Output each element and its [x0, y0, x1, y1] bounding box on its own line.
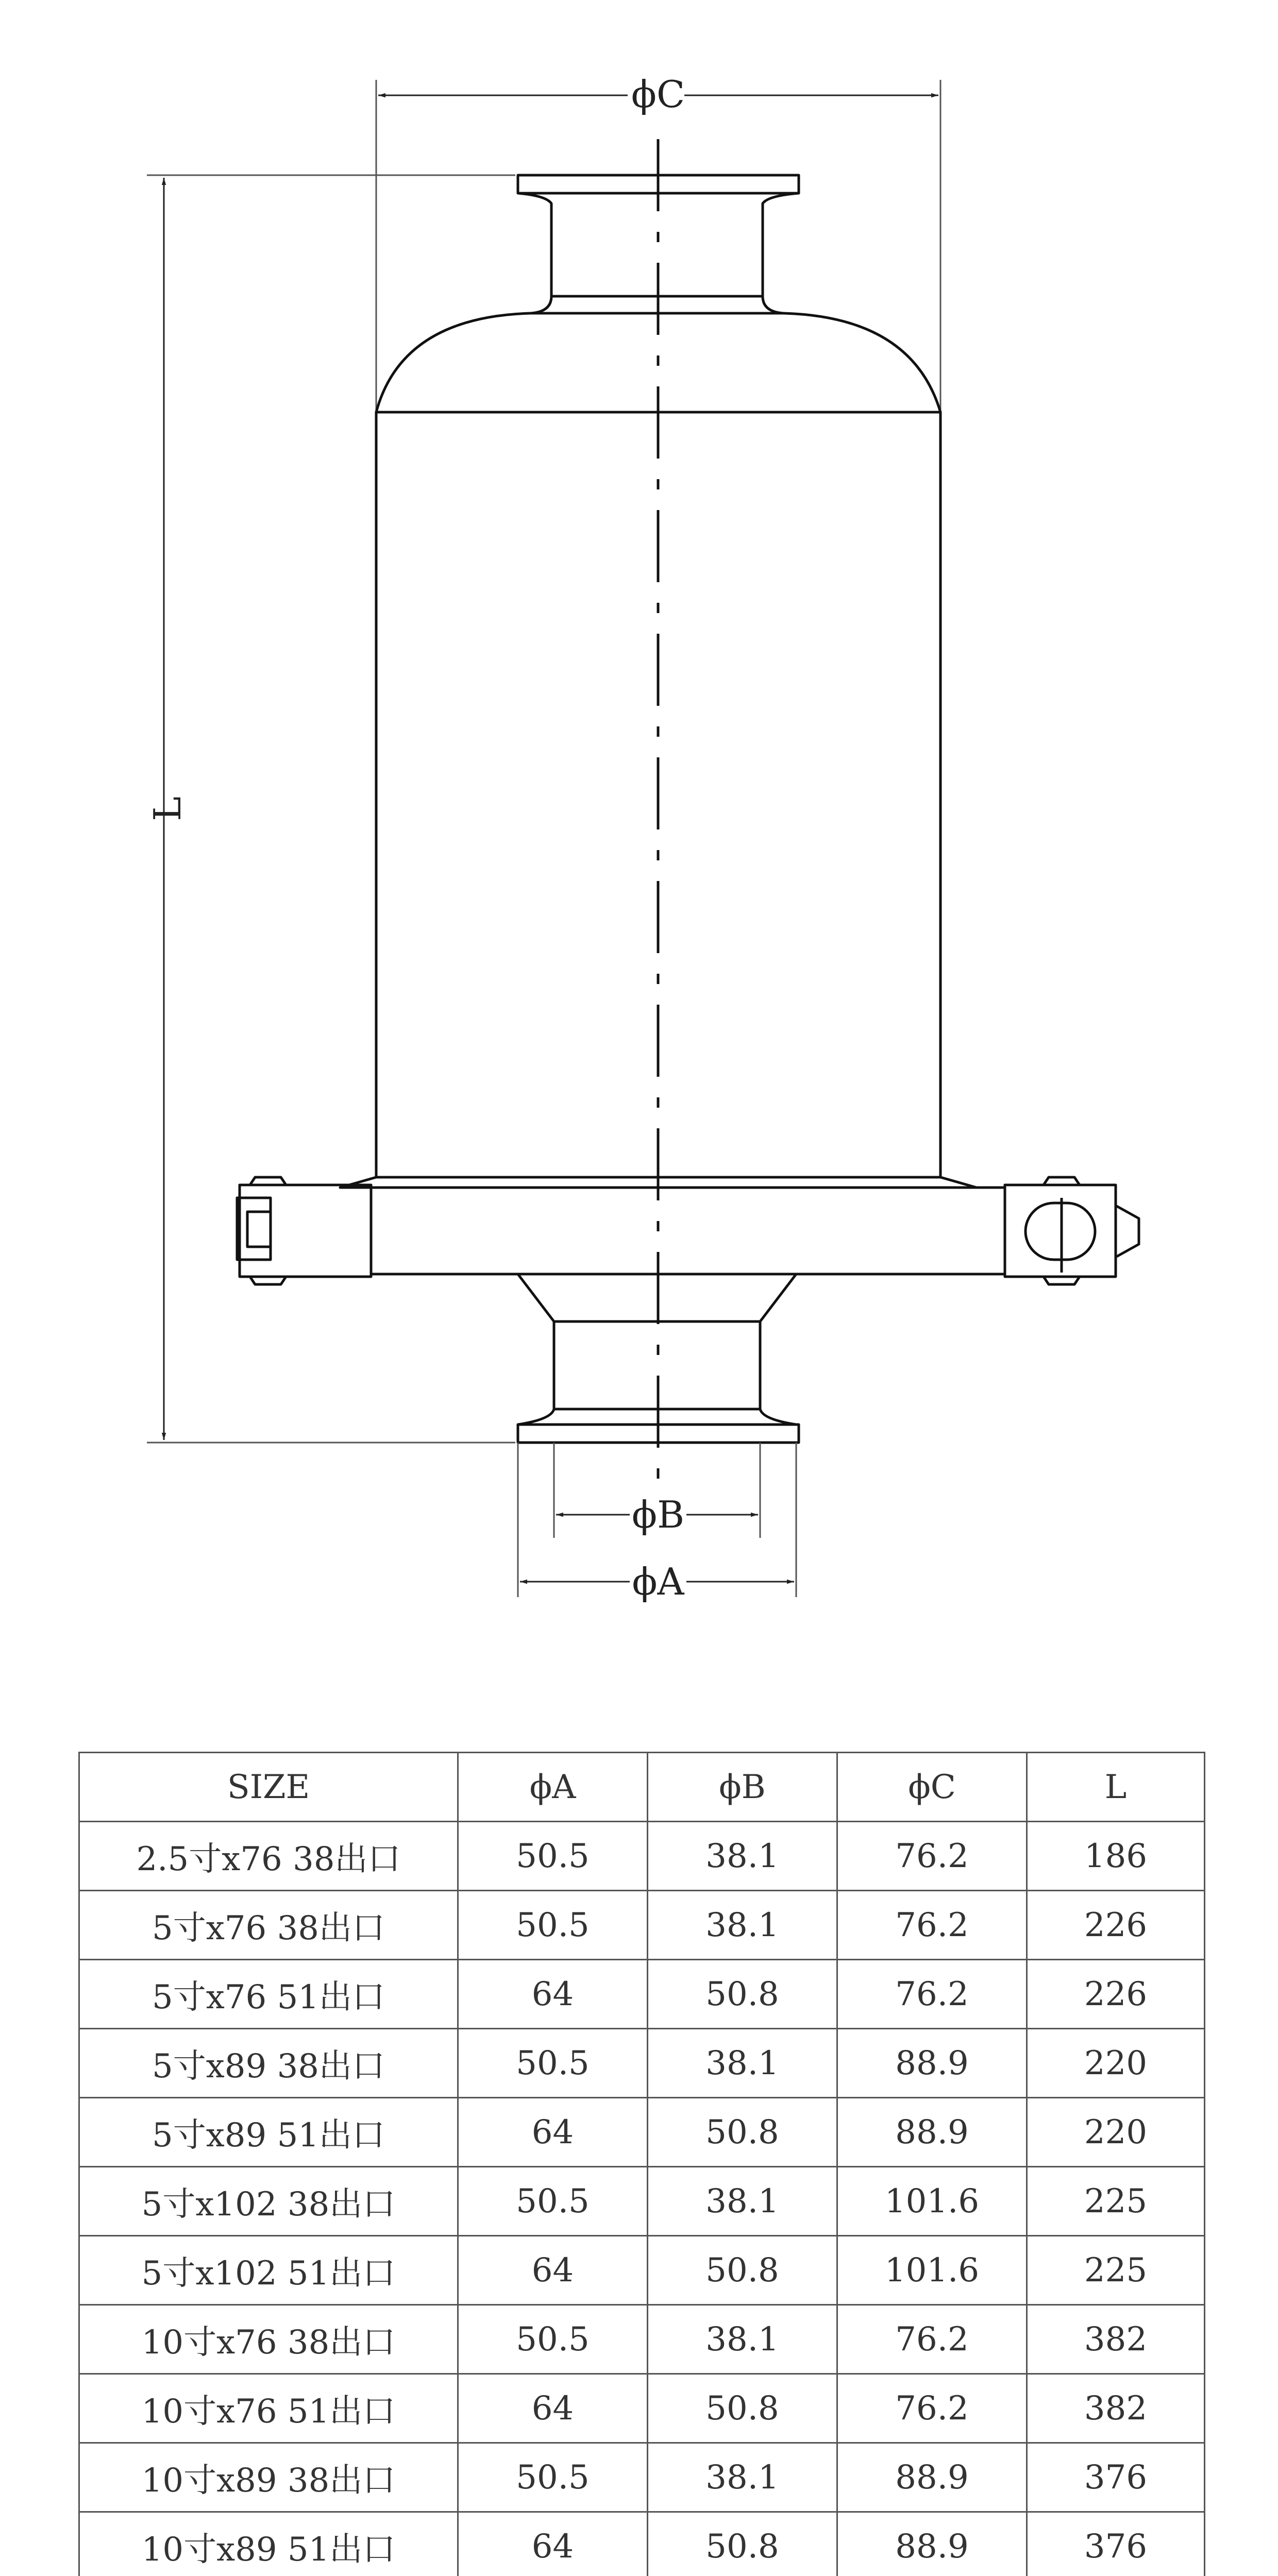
cell-size: 5寸x76 51出口	[79, 1960, 458, 2029]
cell-dim-b: 50.8	[648, 2374, 837, 2443]
cell-dim-a: 50.5	[458, 2029, 648, 2098]
cell-dim-a: 50.5	[458, 2443, 648, 2512]
cell-dim-a: 50.5	[458, 1822, 648, 1891]
cell-dim-c: 76.2	[837, 1960, 1027, 2029]
cell-dim-c: 76.2	[837, 2374, 1027, 2443]
table-row	[79, 2236, 1205, 2305]
cell-length: 226	[1027, 1891, 1205, 1960]
table-row	[79, 2098, 1205, 2167]
cell-dim-c: 88.9	[837, 2443, 1027, 2512]
table-row	[79, 2374, 1205, 2443]
cell-size: 5寸x89 51出口	[79, 2098, 458, 2167]
cell-dim-a: 64	[458, 2374, 648, 2443]
table-header-row	[79, 1753, 1205, 1822]
cell-dim-c: 88.9	[837, 2098, 1027, 2167]
cell-dim-a: 64	[458, 2512, 648, 2576]
table-row	[79, 2443, 1205, 2512]
specification-table	[78, 1752, 1205, 2576]
cell-dim-c: 76.2	[837, 1891, 1027, 1960]
cell-dim-b: 50.8	[648, 2236, 837, 2305]
cell-dim-a: 50.5	[458, 1891, 648, 1960]
cell-dim-b: 38.1	[648, 2029, 837, 2098]
cell-size: 10寸x76 51出口	[79, 2374, 458, 2443]
cell-dim-b: 38.1	[648, 1891, 837, 1960]
header-dim-c: ϕC	[837, 1753, 1027, 1822]
cell-size: 10寸x89 38出口	[79, 2443, 458, 2512]
cell-length: 382	[1027, 2374, 1205, 2443]
dimension-b	[554, 1443, 760, 1538]
cell-length: 376	[1027, 2512, 1205, 2576]
dim-b-label: ϕB	[632, 1493, 684, 1536]
cell-length: 220	[1027, 2029, 1205, 2098]
cell-dim-c: 88.9	[837, 2512, 1027, 2576]
cell-length: 226	[1027, 1960, 1205, 2029]
cell-dim-a: 50.5	[458, 2167, 648, 2236]
dim-c-label: ϕC	[631, 73, 685, 116]
cell-size: 10寸x89 51出口	[79, 2512, 458, 2576]
cell-size: 5寸x102 51出口	[79, 2236, 458, 2305]
cell-length: 225	[1027, 2236, 1205, 2305]
cell-dim-a: 50.5	[458, 2305, 648, 2374]
dimension-l	[146, 175, 515, 1443]
table-row	[79, 2305, 1205, 2374]
cell-dim-b: 38.1	[648, 2305, 837, 2374]
cell-size: 5寸x89 38出口	[79, 2029, 458, 2098]
cell-dim-a: 64	[458, 2236, 648, 2305]
table-row	[79, 2512, 1205, 2576]
cell-size: 10寸x76 38出口	[79, 2305, 458, 2374]
cell-length: 382	[1027, 2305, 1205, 2374]
cell-dim-c: 88.9	[837, 2029, 1027, 2098]
cell-dim-a: 64	[458, 1960, 648, 2029]
cell-dim-b: 38.1	[648, 2443, 837, 2512]
table-row	[79, 2029, 1205, 2098]
cell-dim-b: 38.1	[648, 1822, 837, 1891]
header-size: SIZE	[79, 1753, 458, 1822]
housing-body	[237, 175, 1139, 1443]
dim-l-label: L	[146, 796, 189, 821]
cell-dim-b: 50.8	[648, 2098, 837, 2167]
header-dim-a: ϕA	[458, 1753, 648, 1822]
table-row	[79, 1960, 1205, 2029]
cell-dim-a: 64	[458, 2098, 648, 2167]
clamp-band	[371, 1188, 1005, 1274]
cell-dim-c: 76.2	[837, 1822, 1027, 1891]
cell-length: 220	[1027, 2098, 1205, 2167]
cell-dim-b: 50.8	[648, 2512, 837, 2576]
header-length: L	[1027, 1753, 1205, 1822]
header-dim-b: ϕB	[648, 1753, 837, 1822]
cell-dim-c: 101.6	[837, 2167, 1027, 2236]
cell-length: 225	[1027, 2167, 1205, 2236]
table-row	[79, 1891, 1205, 1960]
table-row	[79, 1822, 1205, 1891]
cell-dim-b: 38.1	[648, 2167, 837, 2236]
cell-dim-c: 101.6	[837, 2236, 1027, 2305]
cell-dim-b: 50.8	[648, 1960, 837, 2029]
cell-length: 376	[1027, 2443, 1205, 2512]
table-row	[79, 2167, 1205, 2236]
cell-size: 5寸x102 38出口	[79, 2167, 458, 2236]
cell-size: 2.5寸x76 38出口	[79, 1822, 458, 1891]
cell-size: 5寸x76 38出口	[79, 1891, 458, 1960]
dim-a-label: ϕA	[632, 1560, 684, 1603]
cell-length: 186	[1027, 1822, 1205, 1891]
cell-dim-c: 76.2	[837, 2305, 1027, 2374]
